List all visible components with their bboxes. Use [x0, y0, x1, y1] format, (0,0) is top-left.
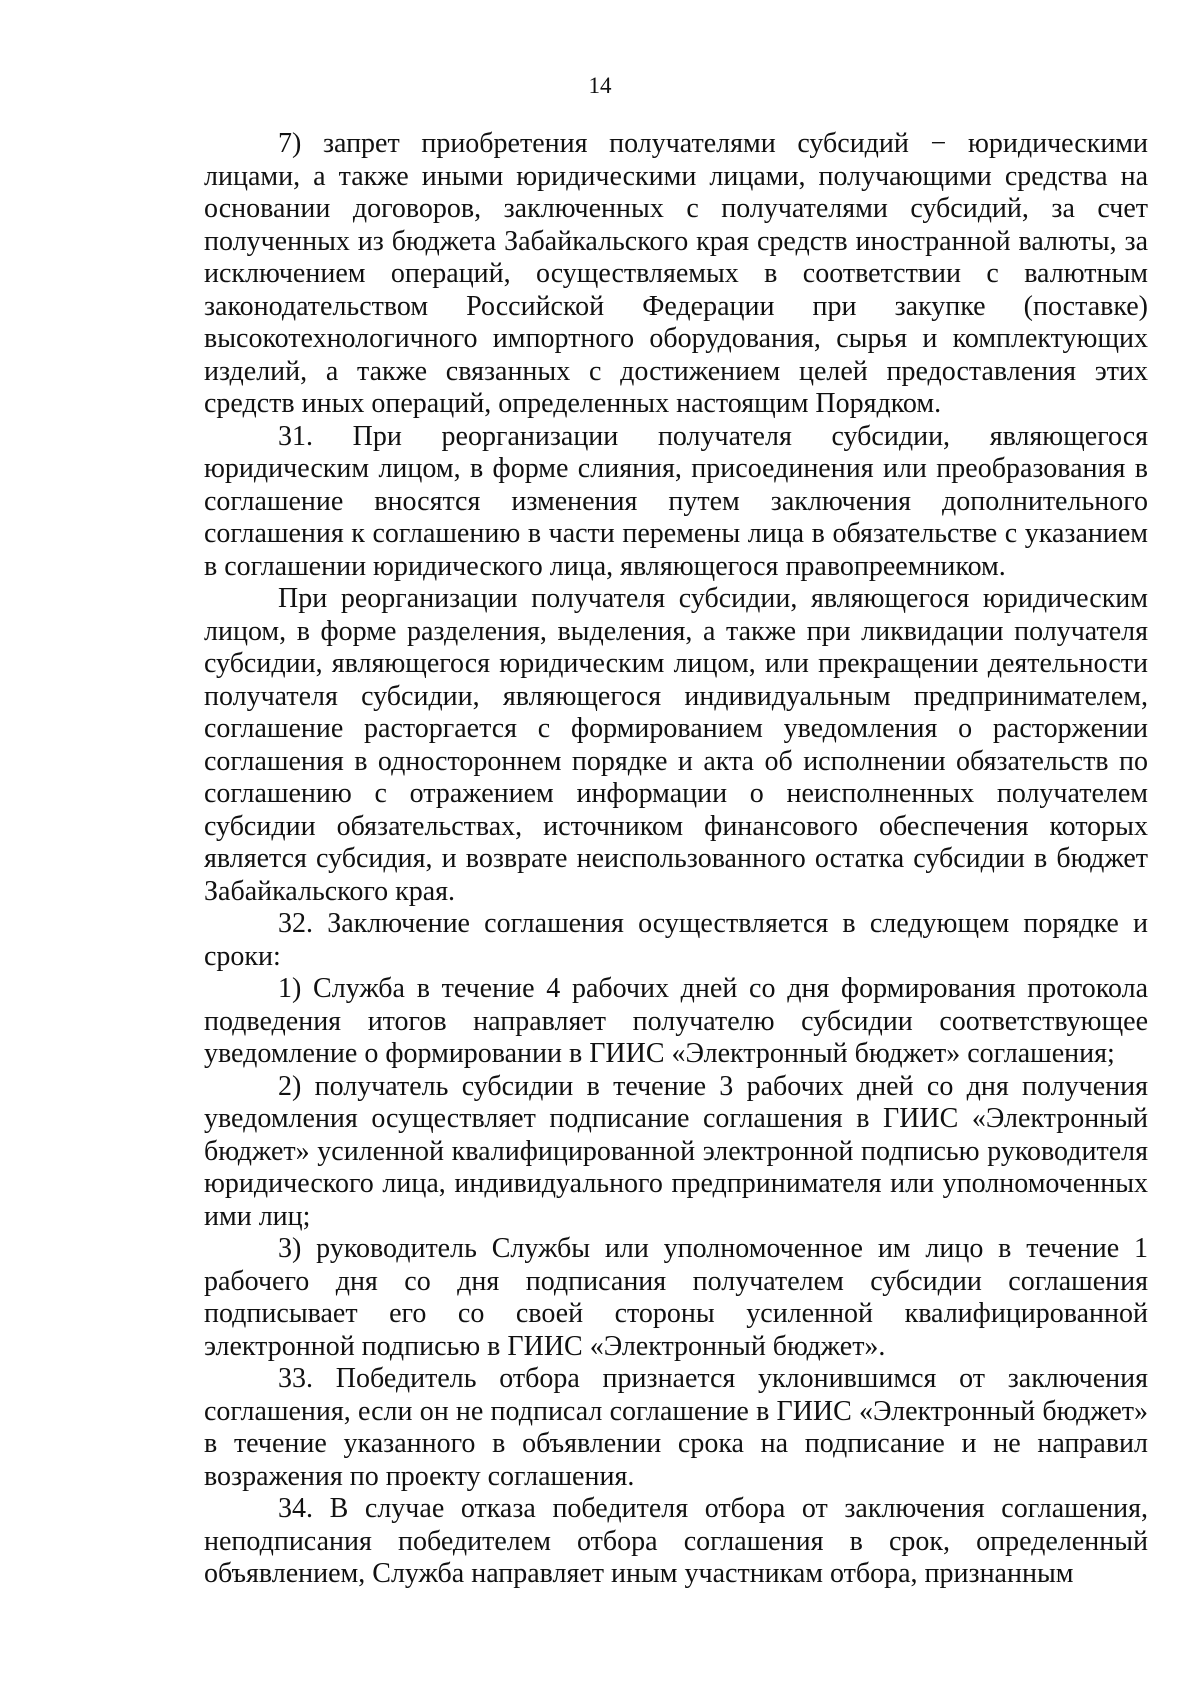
paragraph-clause-32-item-1: 1) Служба в течение 4 рабочих дней со дня формирования протокола подведения итогов направляет получателю субсидии соответствующее уведомление о формировании в ГИИС «Электронный бюджет» соглашения; — [204, 973, 1148, 1069]
paragraph-clause-32-item-3: 3) руководитель Службы или уполномоченное им лицо в течение 1 рабочего дня со дня подписания получателем субсидии соглашения подписывает его со своей стороны усиленной квалифицированной электронной подписью в ГИИС «Электронный бюджет». — [204, 1233, 1148, 1362]
paragraph-clause-31: 31. При реорганизации получателя субсидии, являющегося юридическим лицом, в форме слияния, присоединения или преобразования в соглашение вносятся изменения путем заключения дополнительного соглашения к соглашению в части перемены лица в обязательстве с указанием в соглашении юридического лица, являющегося правопреемником. — [204, 420, 1148, 582]
page-number: 14 — [588, 73, 612, 98]
document-body — [204, 128, 1148, 1591]
paragraph-clause-32: 32. Заключение соглашения осуществляется в следующем порядке и сроки: — [204, 908, 1148, 972]
paragraph-item-7: 7) запрет приобретения получателями субсидий − юридическими лицами, а также иными юридическими лицами, получающими средства на основании договоров, заключенных с получателями субсидий, за счет полученных из бюджета Забайкальского края средств иностранной валюты, за исключением операций, осуществляемых в соответствии с валютным законодательством Российской Федерации при закупке (поставке) высокотехнологичного импортного оборудования, сырья и комплектующих изделий, а также связанных с достижением целей предоставления этих средств иных операций, определенных настоящим Порядком. — [204, 128, 1148, 419]
paragraph-clause-32-item-2: 2) получатель субсидии в течение 3 рабочих дней со дня получения уведомления осуществляет подписание соглашения в ГИИС «Электронный бюджет» усиленной квалифицированной электронной подписью руководителя юридического лица, индивидуального предпринимателя или уполномоченных ими лиц; — [204, 1070, 1148, 1232]
paragraph-clause-31-continued: При реорганизации получателя субсидии, являющегося юридическим лицом, в форме разделения, выделения, а также при ликвидации получателя субсидии, являющегося юридическим лицом, или прекращении деятельности получателя субсидии, являющегося индивидуальным предпринимателем, соглашение расторгается с формированием уведомления о расторжении соглашения в одностороннем порядке и акта об исполнении обязательств по соглашению с отражением информации о неисполненных получателем субсидии обязательствах, источником финансового обеспечения которых является субсидия, и возврате неиспользованного остатка субсидии в бюджет Забайкальского края. — [204, 583, 1148, 907]
paragraph-clause-33: 33. Победитель отбора признается уклонившимся от заключения соглашения, если он не подписал соглашение в ГИИС «Электронный бюджет» в течение указанного в объявлении срока на подписание и не направил возражения по проекту соглашения. — [204, 1363, 1148, 1492]
paragraph-clause-34: 34. В случае отказа победителя отбора от заключения соглашения, неподписания победителем отбора соглашения в срок, определенный объявлением, Служба направляет иным участникам отбора, признанным — [204, 1493, 1148, 1589]
